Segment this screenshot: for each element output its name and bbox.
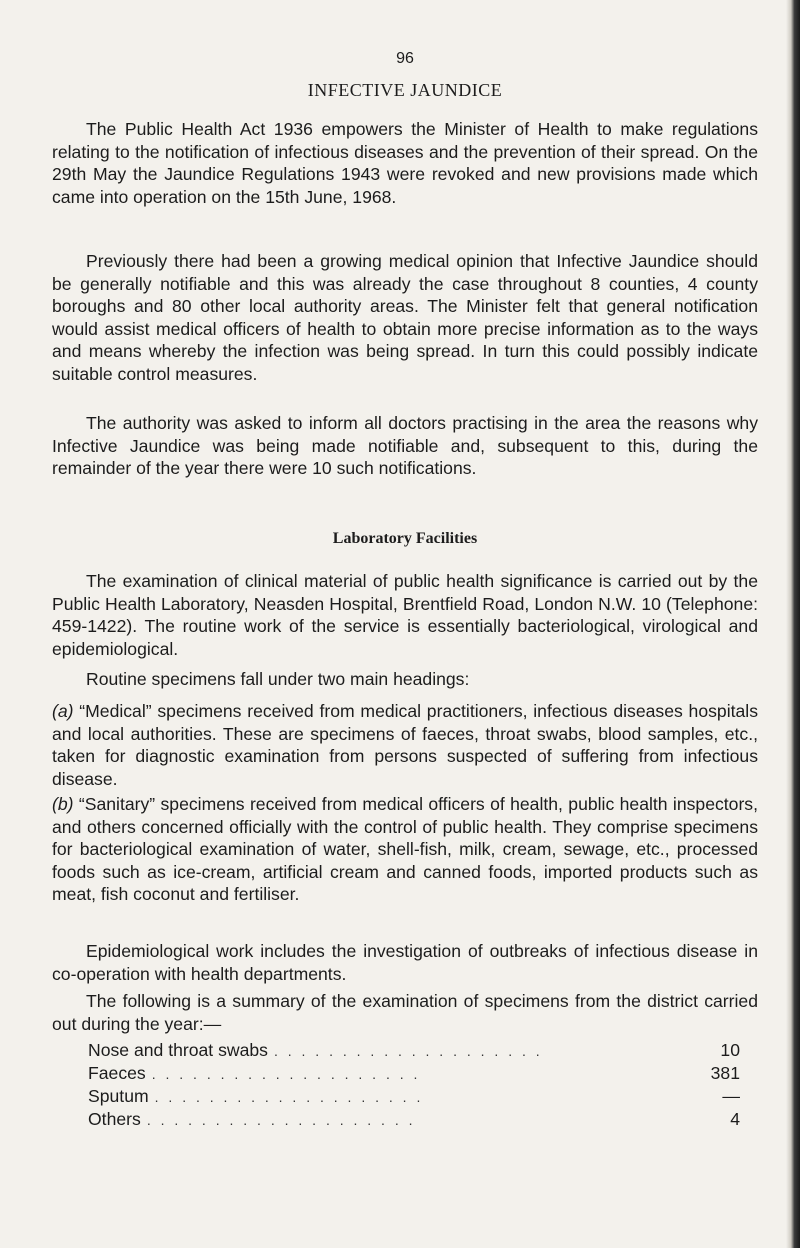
table-row xyxy=(88,1109,740,1132)
page-title: INFECTIVE JAUNDICE xyxy=(307,80,503,100)
list-item-sanitary xyxy=(52,793,758,906)
dot-leader: . . . . . . . . . . . . . . . . . . . . xyxy=(154,1089,424,1105)
row-value: 10 xyxy=(720,1040,740,1060)
paragraph-routine: Routine specimens fall under two main headings: xyxy=(86,669,470,689)
row-label: Faeces xyxy=(88,1063,146,1083)
paragraph-act: The Public Health Act 1936 empowers the Minister of Health to make regulations relating to the notification of infectious diseases and the prevention of their spread. On the 29th May the Jaundice Regulations 1943 were revoked and new provisions made which came into operation on the 15th June, 1968. xyxy=(52,119,758,207)
table-row xyxy=(88,1086,740,1109)
list-marker-b: (b) xyxy=(52,794,74,814)
row-label: Others xyxy=(88,1109,141,1129)
paragraph-epidemiological: Epidemiological work includes the investigation of outbreaks of infectious disease in co-operation with health departments. xyxy=(52,941,758,984)
row-value: 4 xyxy=(730,1109,740,1129)
paragraph-authority: The authority was asked to inform all doctors practising in the area the reasons why Infective Jaundice was being made notifiable and, subsequent to this, during the remainder of the year there were 10 such notifications. xyxy=(52,413,758,478)
specimen-summary-table xyxy=(88,1040,740,1132)
dot-leader: . . . . . . . . . . . . . . . . . . . . xyxy=(146,1112,416,1128)
row-label: Sputum xyxy=(88,1086,149,1106)
table-row xyxy=(88,1063,740,1086)
dot-leader: . . . . . . . . . . . . . . . . . . . . xyxy=(151,1066,421,1082)
list-text-medical: “Medical” specimens received from medical practitioners, infectious diseases hospitals and local authorities. These are specimens of faeces, throat swabs, blood samples, etc., taken for diagnostic examination from persons suspected of suffering from infectious disease. xyxy=(52,701,758,789)
row-label: Nose and throat swabs xyxy=(88,1040,268,1060)
paragraph-summary-intro: The following is a summary of the examination of specimens from the district carried out during the year:— xyxy=(52,991,758,1034)
section-heading-laboratory: Laboratory Facilities xyxy=(332,530,478,547)
paragraph-examination: The examination of clinical material of public health significance is carried out by the Public Health Laboratory, Neasden Hospital, Brentfield Road, London N.W. 10 (Telephone: 459-1422). The routine work of the service is essentially bacteriological, virological and epidemiological. xyxy=(52,571,758,659)
list-text-sanitary: “Sanitary” specimens received from medical officers of health, public health inspectors, and others concerned officially with the control of public health. They comprise specimens for bacteriological examination of water, shell-fish, milk, cream, sewage, etc., processed foods such as ice-cream, artificial cream and canned foods, imported products such as meat, fish coconut and fertiliser. xyxy=(52,794,758,904)
row-value: — xyxy=(722,1086,740,1106)
page-binding-edge xyxy=(786,0,800,1248)
list-marker-a: (a) xyxy=(52,701,74,721)
paragraph-opinion: Previously there had been a growing medical opinion that Infective Jaundice should be generally notifiable and this was already the case throughout 8 counties, 4 county boroughs and 80 other local authority areas. The Minister felt that general notification would assist medical officers of health to obtain more precise information as to the ways and means whereby the infection was being spread. In turn this could possibly indicate suitable control measures. xyxy=(52,251,758,384)
table-row xyxy=(88,1040,740,1063)
dot-leader: . . . . . . . . . . . . . . . . . . . . xyxy=(273,1043,543,1059)
row-value: 381 xyxy=(710,1063,740,1083)
list-item-medical xyxy=(52,700,758,790)
page-number: 96 xyxy=(396,50,414,67)
